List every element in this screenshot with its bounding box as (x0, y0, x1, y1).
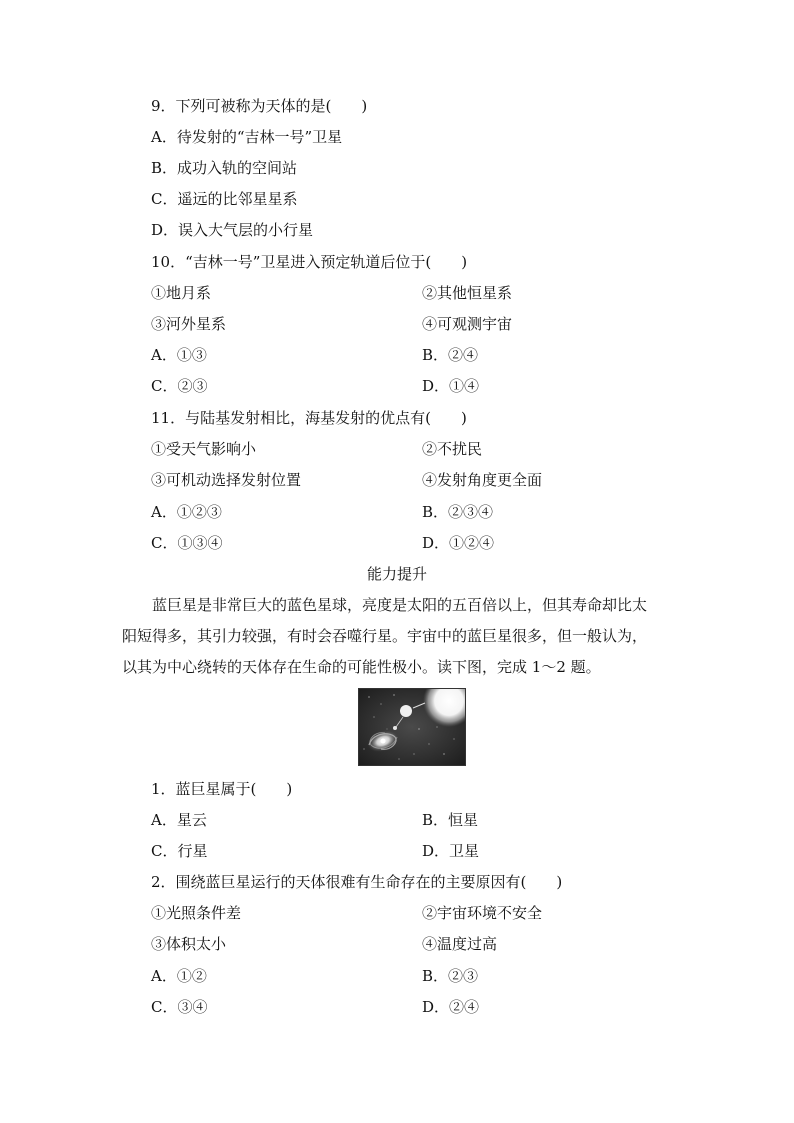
q10-item-1: ①地月系 (151, 284, 212, 302)
q2-option-c: C．③④ (151, 998, 208, 1016)
q11-option-d: D．①②④ (422, 534, 495, 552)
q10-option-b: B．②④ (422, 346, 479, 364)
q9-option-b: B．成功入轨的空间站 (151, 159, 298, 177)
q1-option-d: D．卫星 (422, 842, 480, 860)
q1-stem: 1．蓝巨星属于( ) (151, 780, 293, 798)
planet (400, 705, 412, 717)
q2-item-3: ③体积太小 (151, 935, 227, 953)
q2-item-4: ④温度过高 (422, 935, 498, 953)
q9-stem: 9．下列可被称为天体的是( ) (151, 97, 368, 115)
q11-item-2: ②不扰民 (422, 440, 483, 458)
q11-option-b: B．②③④ (422, 503, 494, 521)
q10-item-2: ②其他恒星系 (422, 284, 513, 302)
section-title: 能力提升 (366, 565, 427, 583)
q2-option-d: D．②④ (422, 998, 480, 1016)
q1-option-a: A．星云 (151, 811, 207, 829)
q9-option-d: D．误入大气层的小行星 (151, 221, 314, 239)
reading-passage (122, 590, 682, 683)
q10-option-a: A．①③ (151, 346, 207, 364)
passage-line-2: 阳短得多，其引力较强，有时会吞噬行星。宇宙中的蓝巨星很多，但一般认为， (122, 627, 648, 645)
q11-stem: 11．与陆基发射相比，海基发射的优点有( ) (151, 409, 467, 427)
q11-item-3: ③可机动选择发射位置 (151, 471, 302, 489)
space-scene-image (359, 689, 465, 765)
q11-item-4: ④发射角度更全面 (422, 471, 543, 489)
passage-line-3: 以其为中心绕转的天体存在生命的可能性极小。读下图，完成 1～2 题。 (122, 658, 601, 676)
q2-option-b: B．②③ (422, 967, 479, 985)
small-moon (393, 726, 397, 730)
q1-option-b: B．恒星 (422, 811, 479, 829)
q11-option-a: A．①②③ (151, 503, 222, 521)
q10-option-c: C．②③ (151, 377, 208, 395)
passage-line-1: 蓝巨星是非常巨大的蓝色星球，亮度是太阳的五百倍以上，但其寿命却比太 (152, 596, 648, 614)
q11-item-1: ①受天气影响小 (151, 440, 257, 458)
blue-giant-star-figure (358, 688, 466, 766)
q1-option-c: C．行星 (151, 842, 208, 860)
q9-option-c: C．遥远的比邻星星系 (151, 190, 298, 208)
q10-item-3: ③河外星系 (151, 315, 227, 333)
q11-option-c: C．①③④ (151, 534, 223, 552)
q10-stem: 10．“吉林一号”卫星进入预定轨道后位于( ) (151, 253, 468, 271)
q2-option-a: A．①② (151, 967, 207, 985)
q10-option-d: D．①④ (422, 377, 480, 395)
q2-item-1: ①光照条件差 (151, 904, 242, 922)
q10-item-4: ④可观测宇宙 (422, 315, 513, 333)
q2-item-2: ②宇宙环境不安全 (422, 904, 543, 922)
q9-option-a: A．待发射的“吉林一号”卫星 (151, 128, 343, 146)
q2-stem: 2．围绕蓝巨星运行的天体很难有生命存在的主要原因有( ) (151, 873, 563, 891)
